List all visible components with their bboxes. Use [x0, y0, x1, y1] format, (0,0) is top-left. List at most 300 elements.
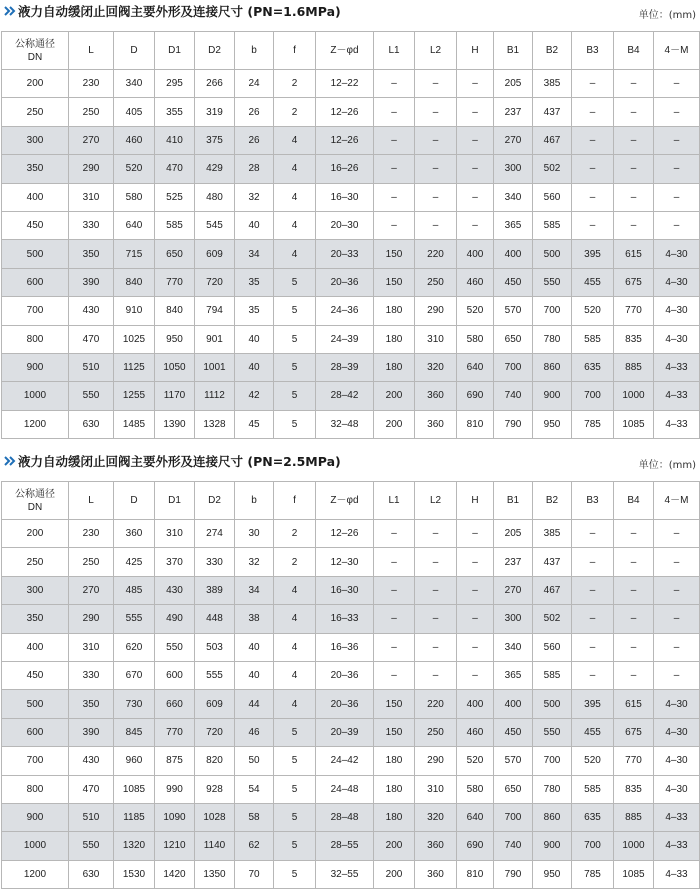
- table-cell: 650: [494, 775, 533, 803]
- table-cell: 960: [114, 747, 155, 775]
- column-header: 4－M: [654, 32, 700, 70]
- table-cell: 32: [235, 183, 274, 211]
- table-cell: 720: [195, 718, 235, 746]
- table-cell: 490: [155, 605, 195, 633]
- table-cell: 400: [494, 240, 533, 268]
- table-cell: 900: [533, 832, 572, 860]
- table-row: [2, 382, 700, 410]
- table-cell: 300: [494, 605, 533, 633]
- table-cell: 810: [457, 860, 494, 888]
- table-cell: –: [572, 70, 614, 98]
- unit-label: 单位：(mm): [638, 460, 696, 471]
- table-cell: 1028: [195, 803, 235, 831]
- table-cell: 310: [415, 775, 457, 803]
- table-cell: –: [654, 548, 700, 576]
- table-row: [2, 410, 700, 438]
- table-cell: 12–26: [316, 126, 374, 154]
- table-row: [2, 98, 700, 126]
- table-cell: 12–22: [316, 70, 374, 98]
- column-header: D1: [155, 32, 195, 70]
- table-cell: –: [614, 70, 654, 98]
- table-cell: –: [457, 605, 494, 633]
- table-cell: 50: [235, 747, 274, 775]
- table-cell: 840: [155, 297, 195, 325]
- table-cell: 150: [374, 690, 415, 718]
- table-cell: 274: [195, 520, 235, 548]
- table-cell: –: [374, 576, 415, 604]
- table-cell: –: [654, 155, 700, 183]
- table-cell: 4–33: [654, 410, 700, 438]
- table-cell: 650: [155, 240, 195, 268]
- table-row: [2, 548, 700, 576]
- table-cell: 24–39: [316, 325, 374, 353]
- table-row: [2, 240, 700, 268]
- table-cell: 290: [69, 155, 114, 183]
- table-cell: 220: [415, 240, 457, 268]
- table-cell: 20–36: [316, 661, 374, 689]
- table-cell: 32–48: [316, 410, 374, 438]
- table-cell: 12–26: [316, 98, 374, 126]
- table-cell: 700: [2, 297, 69, 325]
- spec-section-pn25: [0, 450, 700, 880]
- table-cell: –: [572, 520, 614, 548]
- table-cell: 430: [155, 576, 195, 604]
- column-header: B3: [572, 32, 614, 70]
- column-header: D1: [155, 482, 195, 520]
- table-cell: 1350: [195, 860, 235, 888]
- table-cell: 40: [235, 325, 274, 353]
- table-cell: 230: [69, 520, 114, 548]
- table-cell: 24–36: [316, 297, 374, 325]
- table-cell: 1000: [2, 832, 69, 860]
- table-cell: 250: [69, 98, 114, 126]
- table-cell: 555: [114, 605, 155, 633]
- table-cell: 20–39: [316, 718, 374, 746]
- table-cell: 820: [195, 747, 235, 775]
- table-cell: 24–48: [316, 775, 374, 803]
- table-cell: 32: [235, 548, 274, 576]
- table-cell: 1170: [155, 382, 195, 410]
- table-cell: 400: [457, 240, 494, 268]
- table-row: [2, 718, 700, 746]
- table-cell: 360: [415, 410, 457, 438]
- table-cell: 901: [195, 325, 235, 353]
- table-cell: 570: [494, 747, 533, 775]
- table-cell: 630: [69, 860, 114, 888]
- table-cell: 310: [155, 520, 195, 548]
- table-cell: 470: [69, 775, 114, 803]
- table-cell: 395: [572, 240, 614, 268]
- column-header: L2: [415, 32, 457, 70]
- table-cell: 1328: [195, 410, 235, 438]
- table-cell: –: [457, 548, 494, 576]
- table-cell: 550: [69, 832, 114, 860]
- table-cell: 4–30: [654, 747, 700, 775]
- table-cell: –: [654, 98, 700, 126]
- table-cell: 205: [494, 520, 533, 548]
- table-cell: 250: [415, 718, 457, 746]
- table-cell: –: [457, 520, 494, 548]
- table-cell: 460: [114, 126, 155, 154]
- table-cell: 300: [2, 126, 69, 154]
- table-cell: 502: [533, 155, 572, 183]
- table-cell: 520: [457, 747, 494, 775]
- table-cell: 58: [235, 803, 274, 831]
- column-header: f: [274, 482, 316, 520]
- table-cell: 730: [114, 690, 155, 718]
- table-cell: 270: [69, 576, 114, 604]
- table-cell: 500: [2, 240, 69, 268]
- table-cell: –: [654, 183, 700, 211]
- table-cell: 500: [533, 240, 572, 268]
- table-cell: 16–36: [316, 633, 374, 661]
- table-cell: 1050: [155, 353, 195, 381]
- table-cell: 430: [69, 297, 114, 325]
- table-cell: 700: [533, 747, 572, 775]
- table-cell: 266: [195, 70, 235, 98]
- table-cell: 270: [494, 126, 533, 154]
- table-cell: –: [415, 211, 457, 239]
- table-cell: 389: [195, 576, 235, 604]
- table-cell: 12–26: [316, 520, 374, 548]
- table-cell: 5: [274, 382, 316, 410]
- table-cell: 700: [494, 803, 533, 831]
- column-header: L: [69, 32, 114, 70]
- table-cell: 70: [235, 860, 274, 888]
- table-cell: 355: [155, 98, 195, 126]
- column-header: L: [69, 482, 114, 520]
- table-row: [2, 268, 700, 296]
- table-cell: 560: [533, 633, 572, 661]
- table-cell: 460: [457, 268, 494, 296]
- column-header: B4: [614, 482, 654, 520]
- table-cell: 24: [235, 70, 274, 98]
- table-cell: 550: [533, 718, 572, 746]
- table-cell: 200: [374, 832, 415, 860]
- table-cell: 237: [494, 98, 533, 126]
- table-cell: 5: [274, 268, 316, 296]
- table-cell: 700: [2, 747, 69, 775]
- table-cell: 400: [494, 690, 533, 718]
- table-cell: 928: [195, 775, 235, 803]
- table-cell: 28–48: [316, 803, 374, 831]
- table-cell: –: [572, 548, 614, 576]
- table-cell: –: [614, 576, 654, 604]
- table-cell: 180: [374, 353, 415, 381]
- table-cell: 1112: [195, 382, 235, 410]
- table-cell: 319: [195, 98, 235, 126]
- table-cell: 4: [274, 690, 316, 718]
- table-cell: –: [457, 661, 494, 689]
- table-cell: 360: [415, 860, 457, 888]
- column-header: [2, 482, 69, 520]
- table-cell: 502: [533, 605, 572, 633]
- table-cell: 4: [274, 605, 316, 633]
- column-header: H: [457, 32, 494, 70]
- column-header: L1: [374, 32, 415, 70]
- table-cell: 635: [572, 353, 614, 381]
- table-cell: 585: [533, 211, 572, 239]
- table-cell: 200: [2, 70, 69, 98]
- table-cell: 510: [69, 803, 114, 831]
- table-row: [2, 353, 700, 381]
- table-cell: –: [614, 605, 654, 633]
- table-cell: 480: [195, 183, 235, 211]
- table-cell: –: [572, 661, 614, 689]
- table-cell: –: [654, 633, 700, 661]
- table-cell: 250: [2, 548, 69, 576]
- table-cell: 5: [274, 353, 316, 381]
- table-cell: –: [415, 155, 457, 183]
- column-header: 4－M: [654, 482, 700, 520]
- table-cell: 425: [114, 548, 155, 576]
- table-cell: 340: [494, 633, 533, 661]
- table-cell: –: [415, 605, 457, 633]
- table-cell: 570: [494, 297, 533, 325]
- table-cell: 330: [195, 548, 235, 576]
- table-cell: 400: [2, 183, 69, 211]
- table-cell: 385: [533, 520, 572, 548]
- section-title-text: 液力自动缓闭止回阀主要外形及连接尺寸 (PN=1.6MPa): [18, 4, 341, 19]
- table-cell: 609: [195, 240, 235, 268]
- table-cell: 1001: [195, 353, 235, 381]
- section-title-text: 液力自动缓闭止回阀主要外形及连接尺寸 (PN=2.5MPa): [18, 454, 341, 469]
- table-cell: 467: [533, 126, 572, 154]
- table-cell: 250: [415, 268, 457, 296]
- table-cell: 580: [457, 325, 494, 353]
- table-row: [2, 520, 700, 548]
- table-cell: 835: [614, 775, 654, 803]
- table-cell: –: [457, 126, 494, 154]
- table-cell: 12–30: [316, 548, 374, 576]
- table-cell: 290: [415, 747, 457, 775]
- table-cell: 640: [457, 353, 494, 381]
- table-cell: 510: [69, 353, 114, 381]
- table-cell: 385: [533, 70, 572, 98]
- table-cell: 250: [2, 98, 69, 126]
- table-cell: 467: [533, 576, 572, 604]
- table-cell: 950: [533, 860, 572, 888]
- table-cell: 150: [374, 240, 415, 268]
- spec-section-pn16: [0, 0, 700, 430]
- table-cell: 20–30: [316, 211, 374, 239]
- table-cell: 180: [374, 803, 415, 831]
- table-cell: 4–30: [654, 690, 700, 718]
- table-cell: –: [572, 126, 614, 154]
- table-cell: 35: [235, 268, 274, 296]
- table-cell: –: [572, 98, 614, 126]
- table-row: [2, 690, 700, 718]
- unit-label: 单位：(mm): [638, 10, 696, 21]
- table-cell: 1530: [114, 860, 155, 888]
- table-cell: 400: [457, 690, 494, 718]
- table-cell: –: [415, 548, 457, 576]
- table-cell: 520: [572, 747, 614, 775]
- section-title: [4, 452, 341, 470]
- table-cell: 4–30: [654, 297, 700, 325]
- table-cell: 585: [533, 661, 572, 689]
- table-cell: 40: [235, 661, 274, 689]
- table-cell: 910: [114, 297, 155, 325]
- table-cell: 675: [614, 718, 654, 746]
- table-cell: 5: [274, 410, 316, 438]
- table-cell: –: [614, 126, 654, 154]
- column-header: D: [114, 482, 155, 520]
- table-cell: 200: [374, 382, 415, 410]
- table-cell: 720: [195, 268, 235, 296]
- table-cell: 220: [415, 690, 457, 718]
- table-cell: 4: [274, 661, 316, 689]
- table-cell: 180: [374, 775, 415, 803]
- table-cell: 26: [235, 98, 274, 126]
- table-cell: –: [457, 183, 494, 211]
- table-cell: 360: [114, 520, 155, 548]
- table-cell: 40: [235, 211, 274, 239]
- table-cell: 340: [114, 70, 155, 98]
- table-cell: 630: [69, 410, 114, 438]
- table-row: [2, 633, 700, 661]
- table-row: [2, 605, 700, 633]
- table-cell: 810: [457, 410, 494, 438]
- table-row: [2, 860, 700, 888]
- table-cell: 44: [235, 690, 274, 718]
- column-header: B2: [533, 482, 572, 520]
- column-header: L1: [374, 482, 415, 520]
- column-header: b: [235, 482, 274, 520]
- table-cell: 365: [494, 661, 533, 689]
- table-cell: –: [654, 126, 700, 154]
- table-cell: 740: [494, 382, 533, 410]
- table-cell: 4: [274, 211, 316, 239]
- table-cell: 4–30: [654, 325, 700, 353]
- table-row: [2, 803, 700, 831]
- section-title: [4, 2, 341, 20]
- table-cell: 1420: [155, 860, 195, 888]
- table-cell: 4: [274, 126, 316, 154]
- table-cell: –: [457, 98, 494, 126]
- table-cell: 290: [415, 297, 457, 325]
- table-row: [2, 183, 700, 211]
- table-cell: 715: [114, 240, 155, 268]
- table-cell: 150: [374, 718, 415, 746]
- table-row: [2, 155, 700, 183]
- table-cell: 780: [533, 775, 572, 803]
- table-cell: 5: [274, 803, 316, 831]
- table-cell: 410: [155, 126, 195, 154]
- table-cell: 800: [2, 325, 69, 353]
- table-cell: 62: [235, 832, 274, 860]
- table-cell: 4–30: [654, 775, 700, 803]
- table-cell: –: [415, 633, 457, 661]
- table-cell: 4–33: [654, 353, 700, 381]
- table-cell: 740: [494, 832, 533, 860]
- column-header: H: [457, 482, 494, 520]
- table-cell: 770: [614, 747, 654, 775]
- table-cell: 550: [533, 268, 572, 296]
- double-chevron-icon: [4, 455, 16, 467]
- table-cell: 4–30: [654, 718, 700, 746]
- table-cell: 1085: [614, 410, 654, 438]
- table-cell: 310: [415, 325, 457, 353]
- table-cell: –: [614, 633, 654, 661]
- table-cell: 350: [2, 605, 69, 633]
- table-cell: 4: [274, 240, 316, 268]
- table-row: [2, 325, 700, 353]
- table-cell: 600: [2, 268, 69, 296]
- table-cell: 585: [572, 325, 614, 353]
- table-cell: 40: [235, 353, 274, 381]
- table-row: [2, 126, 700, 154]
- table-cell: 460: [457, 718, 494, 746]
- spec-table: [1, 31, 700, 439]
- column-header: B1: [494, 482, 533, 520]
- table-cell: –: [374, 633, 415, 661]
- table-cell: 4–30: [654, 268, 700, 296]
- table-cell: 250: [69, 548, 114, 576]
- column-header: B3: [572, 482, 614, 520]
- table-cell: 2: [274, 98, 316, 126]
- table-cell: 675: [614, 268, 654, 296]
- table-cell: 237: [494, 548, 533, 576]
- table-cell: 5: [274, 860, 316, 888]
- table-cell: 16–33: [316, 605, 374, 633]
- table-cell: 437: [533, 548, 572, 576]
- table-cell: 375: [195, 126, 235, 154]
- table-cell: –: [572, 605, 614, 633]
- table-cell: 16–26: [316, 155, 374, 183]
- table-row: [2, 775, 700, 803]
- table-cell: –: [614, 520, 654, 548]
- table-cell: 500: [2, 690, 69, 718]
- table-cell: 600: [155, 661, 195, 689]
- table-cell: 270: [494, 576, 533, 604]
- table-cell: 790: [494, 860, 533, 888]
- table-cell: 5: [274, 297, 316, 325]
- table-cell: 1125: [114, 353, 155, 381]
- table-cell: –: [572, 155, 614, 183]
- table-cell: –: [572, 183, 614, 211]
- table-cell: 2: [274, 548, 316, 576]
- table-cell: –: [415, 661, 457, 689]
- table-cell: 4–33: [654, 382, 700, 410]
- table-cell: –: [415, 520, 457, 548]
- table-cell: –: [374, 155, 415, 183]
- table-cell: 700: [572, 832, 614, 860]
- table-cell: –: [415, 126, 457, 154]
- table-cell: 615: [614, 240, 654, 268]
- table-cell: 785: [572, 860, 614, 888]
- table-cell: 390: [69, 268, 114, 296]
- table-cell: 180: [374, 747, 415, 775]
- table-cell: 700: [494, 353, 533, 381]
- table-cell: 310: [69, 183, 114, 211]
- table-cell: 670: [114, 661, 155, 689]
- table-cell: –: [374, 126, 415, 154]
- table-cell: 520: [457, 297, 494, 325]
- table-cell: –: [415, 183, 457, 211]
- column-header-line: DN: [27, 501, 43, 513]
- table-cell: –: [457, 70, 494, 98]
- table-cell: 690: [457, 832, 494, 860]
- table-cell: 860: [533, 353, 572, 381]
- table-cell: –: [457, 211, 494, 239]
- table-cell: 45: [235, 410, 274, 438]
- table-cell: 770: [614, 297, 654, 325]
- table-cell: 785: [572, 410, 614, 438]
- table-cell: 340: [494, 183, 533, 211]
- table-cell: 840: [114, 268, 155, 296]
- table-cell: 1000: [614, 832, 654, 860]
